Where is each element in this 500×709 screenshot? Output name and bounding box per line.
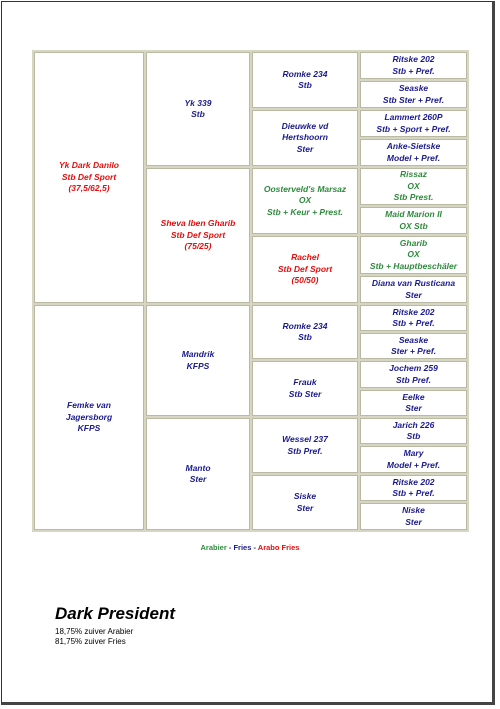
gen4-line: Ster + Pref. — [390, 346, 437, 356]
legend-separator: - — [251, 543, 258, 552]
gen3-cell — [252, 418, 358, 473]
gen3-line: (50/50) — [291, 275, 319, 286]
gen3-line: Oosterveld's Marsaz — [263, 183, 347, 194]
gen4-line: Model + Pref. — [386, 459, 441, 470]
legend-arabo-fries: Arabo Fries — [257, 543, 300, 552]
gen3-line: Wessel 237 — [282, 434, 328, 445]
dam-sire-line: KFPS — [186, 360, 210, 371]
gen3-cell — [252, 305, 358, 359]
gen3-line: Stb — [298, 80, 312, 90]
dam-cell — [34, 305, 144, 530]
gen4-line: Ritske 202 — [392, 476, 435, 487]
gen4-line: Jarich 226 — [392, 419, 435, 430]
gen4-line: OX — [407, 180, 420, 191]
sire-cell — [34, 52, 144, 303]
gen4-line: Ster — [405, 516, 422, 527]
gen4-line: OX Stb — [399, 220, 428, 231]
dam-sire-line: Mandrik — [181, 349, 215, 360]
gen4-cell — [360, 390, 467, 416]
gen4-cell — [360, 446, 467, 473]
sire-line: Yk Dark Danilo — [59, 160, 119, 171]
gen4-cell — [360, 333, 467, 359]
gen4-line: OX — [407, 249, 420, 260]
gen4-cell — [360, 168, 467, 205]
gen4-line: Ster — [405, 403, 422, 413]
gen3-line: Stb Ster — [288, 388, 322, 399]
gen3-line: Stb — [298, 332, 312, 342]
arabian-percentage: 18,75% zuiver Arabier — [55, 627, 134, 636]
gen3-cell — [252, 475, 358, 530]
gen4-line: Stb + Hauptbeschäler — [369, 260, 458, 271]
gen4-line: Stb Prest. — [393, 192, 434, 203]
gen3-line: OX — [298, 195, 312, 206]
dam-line: Femke van — [67, 400, 111, 411]
gen3-line: Ster — [296, 143, 314, 154]
gen3-line: Frauk — [293, 377, 317, 388]
dam-dam-line: Ster — [189, 474, 207, 484]
gen3-cell — [252, 168, 358, 234]
dam-dam-line: Manto — [185, 462, 211, 473]
sire-sire-line: Yk 339 — [184, 97, 212, 108]
sire-line: Stb Def Sport — [61, 171, 117, 182]
gen4-line: Stb — [406, 431, 421, 441]
gen4-line: Seaske — [398, 334, 429, 345]
gen4-line: Mary — [403, 448, 424, 459]
gen3-line: Romke 234 — [282, 68, 328, 79]
gen4-line: Niske — [402, 505, 425, 516]
gen4-line: Stb + Sport + Pref. — [376, 123, 451, 134]
legend-fries: Fries — [233, 543, 252, 552]
gen4-line: Ritske 202 — [392, 54, 435, 65]
gen3-line: Ster — [296, 502, 314, 513]
gen4-cell — [360, 276, 467, 303]
gen3-cell — [252, 110, 358, 166]
dam-line: Jagersborg — [65, 411, 113, 422]
gen3-line: Stb Pref. — [287, 445, 323, 456]
sire-sire-cell — [146, 52, 250, 166]
gen4-line: Anke-Sietske — [386, 141, 441, 152]
sire-dam-line: Sheva Iben Gharib — [160, 218, 236, 229]
legend-separator: - — [226, 543, 234, 552]
gen4-line: Maid Marion II — [385, 209, 442, 220]
gen4-line: Seaske — [398, 83, 429, 94]
sire-dam-cell — [146, 168, 250, 303]
gen4-cell — [360, 475, 467, 501]
sire-dam-line: Stb Def Sport — [170, 229, 226, 240]
gen4-line: Stb + Pref. — [392, 65, 435, 76]
gen4-line: Diana van Rusticana — [371, 278, 456, 289]
gen3-line: Rachel — [291, 252, 319, 263]
dam-sire-cell — [146, 305, 250, 416]
gen4-line: Lammert 260P — [384, 112, 443, 123]
gen4-line: Stb Ster + Pref. — [382, 94, 445, 105]
sire-sire-line: Stb — [191, 109, 205, 119]
gen3-line: Romke 234 — [282, 320, 328, 331]
sire-dam-line: (75/25) — [184, 241, 212, 252]
gen4-line: Stb + Pref. — [392, 318, 435, 328]
dam-dam-cell — [146, 418, 250, 530]
gen4-cell — [360, 52, 467, 79]
gen3-line: Stb Def Sport — [277, 263, 333, 274]
sire-line: (37,5/62,5) — [68, 183, 110, 194]
gen4-line: Ster — [405, 289, 422, 300]
gen4-line: Model + Pref. — [386, 152, 441, 163]
gen3-cell — [252, 52, 358, 108]
color-legend — [0, 543, 500, 552]
gen4-cell — [360, 81, 467, 108]
gen3-line: Siske — [293, 491, 317, 502]
gen3-line: Dieuwke vd — [281, 120, 329, 131]
dam-line: KFPS — [77, 423, 101, 434]
pedigree-table — [32, 50, 469, 532]
gen4-line: Rissaz — [400, 169, 427, 180]
horse-name-title: Dark President — [55, 604, 175, 623]
gen4-line: Gharib — [399, 237, 428, 248]
gen4-cell — [360, 236, 467, 274]
gen3-cell — [252, 236, 358, 303]
gen4-cell — [360, 503, 467, 530]
gen4-line: Stb Pref. — [396, 374, 431, 385]
gen3-line: Hertshoorn — [282, 132, 328, 143]
gen4-cell — [360, 139, 467, 166]
gen3-cell — [252, 361, 358, 416]
gen4-cell — [360, 418, 467, 444]
gen3-line: Stb + Keur + Prest. — [266, 206, 344, 217]
gen4-line: Stb + Pref. — [392, 488, 435, 498]
gen4-line: Eelke — [402, 391, 425, 402]
gen4-line: Jochem 259 — [389, 363, 438, 374]
gen4-cell — [360, 361, 467, 388]
friesian-percentage: 81,75% zuiver Fries — [55, 637, 126, 646]
gen4-line: Ritske 202 — [392, 306, 435, 317]
gen4-cell — [360, 110, 467, 137]
gen4-cell — [360, 207, 467, 234]
gen4-cell — [360, 305, 467, 331]
legend-arabier: Arabier — [200, 543, 227, 552]
